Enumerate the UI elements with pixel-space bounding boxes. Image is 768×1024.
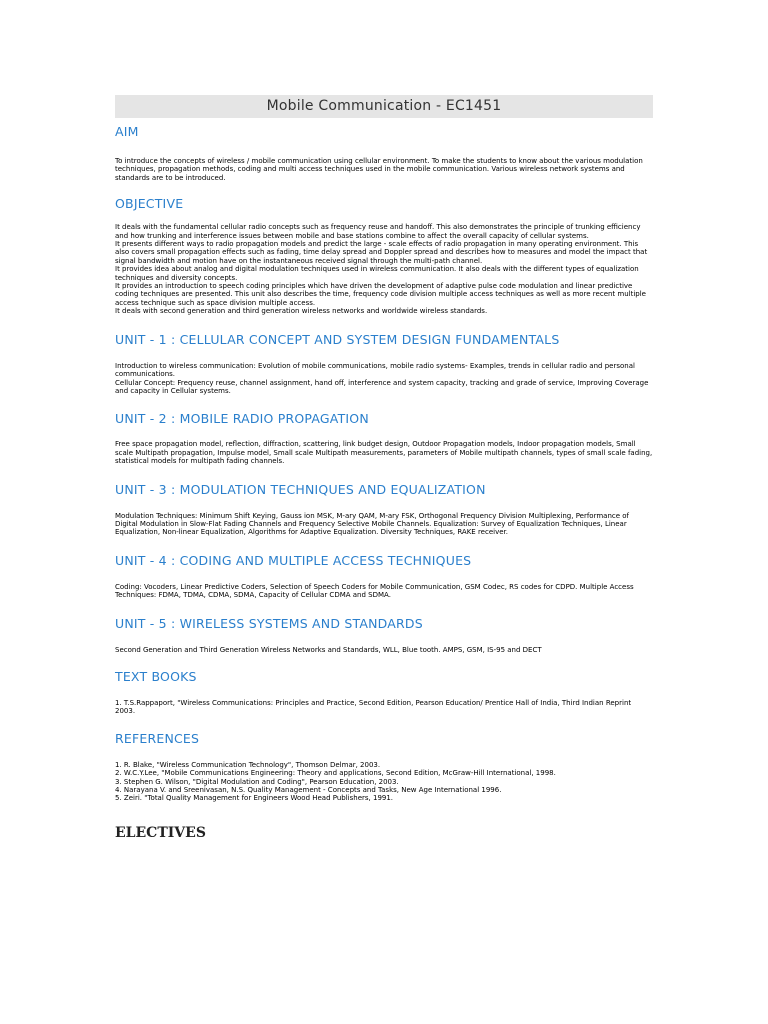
unit4-section (115, 553, 653, 600)
unit2-section (115, 411, 653, 465)
textbooks-heading: TEXT BOOKS (115, 668, 197, 684)
textbook-item: 1. T.S.Rappaport, "Wireless Communications: Principles and Practice, Second Edition, Pearson Education/ Prentice Hall of India, Third Indian Reprint 2003. (115, 698, 632, 716)
aim-heading: AIM (115, 124, 139, 139)
unit4-text: Coding: Vocoders, Linear Predictive Coders, Selection of Speech Coders for Mobile Communication, GSM Codec, RS codes for CDPD. Multiple Access Techniques: FDMA, TDMA, CDMA, SDMA, Capacity of Cellular CDMA and SDMA. (115, 582, 634, 600)
unit5-heading: UNIT - 5 : WIRELESS SYSTEMS AND STANDARDS (115, 615, 423, 631)
objective-section (115, 196, 653, 315)
page-title: Mobile Communication - EC1451 (115, 95, 653, 118)
reference-item: 1. R. Blake, "Wireless Communication Technology", Thomson Delmar, 2003. (115, 760, 381, 769)
objective-line: It deals with the fundamental cellular radio concepts such as frequency reuse and handoff. This also demonstrates the principle of trunking efficiency and how trunking and interference issues between mobile and base stations combine to affect the overall capacity of cellular systems. (115, 223, 641, 240)
objective-line: It provides idea about analog and digital modulation techniques used in wireless communication. It also deals with the different types of equalization techniques and diversity concepts. (115, 265, 639, 282)
unit1-heading: UNIT - 1 : CELLULAR CONCEPT AND SYSTEM DESIGN FUNDAMENTALS (115, 331, 560, 347)
aim-section (115, 124, 653, 182)
unit2-text: Free space propagation model, reflection, diffraction, scattering, link budget design, Outdoor Propagation models, Indoor propagation models, Small scale Multipath propagation, Impulse model, Small scale Multipath measurements, parameters of Mobile multipath channels, types of small scale fading, statistical models for multipath fading channels. (115, 440, 653, 466)
objective-line: It provides an introduction to speech coding principles which have driven the development of adaptive pulse code modulation and linear predictive coding techniques are presented. This unit also describes the time, frequency code division multiple access techniques as well as more recent multiple access technique such as space division multiple access. (115, 282, 646, 307)
objective-line: It deals with second generation and third generation wireless networks and worldwide wireless standards. (115, 307, 488, 316)
textbooks-section (115, 669, 653, 716)
unit2-heading: UNIT - 2 : MOBILE RADIO PROPAGATION (115, 411, 369, 427)
references-section (115, 731, 653, 803)
unit5-section (115, 616, 653, 654)
unit3-heading: UNIT - 3 : MODULATION TECHNIQUES AND EQUALIZATION (115, 481, 486, 497)
textbooks-list (115, 699, 653, 716)
unit1-line: Introduction to wireless communication: Evolution of mobile communications, mobile radio systems- Examples, trends in cellular radio and personal communications. (115, 361, 635, 379)
electives-section (115, 825, 653, 841)
references-list (115, 761, 653, 803)
reference-item: 5. Zeiri. "Total Quality Management for Engineers Wood Head Publishers, 1991. (115, 794, 394, 803)
objective-line: It presents different ways to radio propagation models and predict the large - scale effects of radio propagation in many operating environment. This also covers small propagation effects such as fading, time delay spread and Doppler spread and describes how to measures and model the impact that signal bandwidth and motion have on the instantaneous received signal through the multi-path channel. (115, 240, 648, 265)
unit3-section (115, 482, 653, 537)
reference-item: 4. Narayana V. and Sreenivasan, N.S. Quality Management - Concepts and Tasks, New Age International 1996. (115, 786, 502, 794)
reference-item: 2. W.C.Y.Lee, "Mobile Communications Engineering: Theory and applications, Second Edition, McGraw-Hill International, 1998. (115, 769, 556, 778)
unit4-heading: UNIT - 4 : CODING AND MULTIPLE ACCESS TECHNIQUES (115, 552, 472, 568)
document-page (115, 95, 653, 841)
unit5-text: Second Generation and Third Generation Wireless Networks and Standards, WLL, Blue tooth. AMPS, GSM, IS-95 and DECT (115, 645, 542, 654)
electives-heading: ELECTIVES (115, 824, 206, 841)
unit3-text: Modulation Techniques: Minimum Shift Keying, Gauss ion MSK, M-ary QAM, M-ary FSK, Orthogonal Frequency Division Multiplexing, Performance of Digital Modulation in Slow-Flat Fading Channels and Frequency Selective Mobile Channels. Equalization: Survey of Equalization Techniques, Linear Equalization, Non-linear Equalization, Algorithms for Adaptive Equalization. Diversity Techniques, RAKE receiver. (115, 511, 630, 537)
references-heading: REFERENCES (115, 730, 200, 746)
objective-heading: OBJECTIVE (115, 196, 184, 212)
unit1-line: Cellular Concept: Frequency reuse, channel assignment, hand off, interference and system capacity, tracking and grade of service, Improving Coverage and capacity in Cellular systems. (115, 378, 649, 395)
unit1-section (115, 332, 653, 396)
aim-text: To introduce the concepts of wireless / mobile communication using cellular environment. To make the students to know about the various modulation techniques, propagation methods, coding and multi access techniques used in the mobile communication. Various wireless network systems and standards are to be introduced. (115, 157, 643, 182)
reference-item: 3. Stephen G. Wilson, "Digital Modulation and Coding", Pearson Education, 2003. (115, 777, 399, 786)
